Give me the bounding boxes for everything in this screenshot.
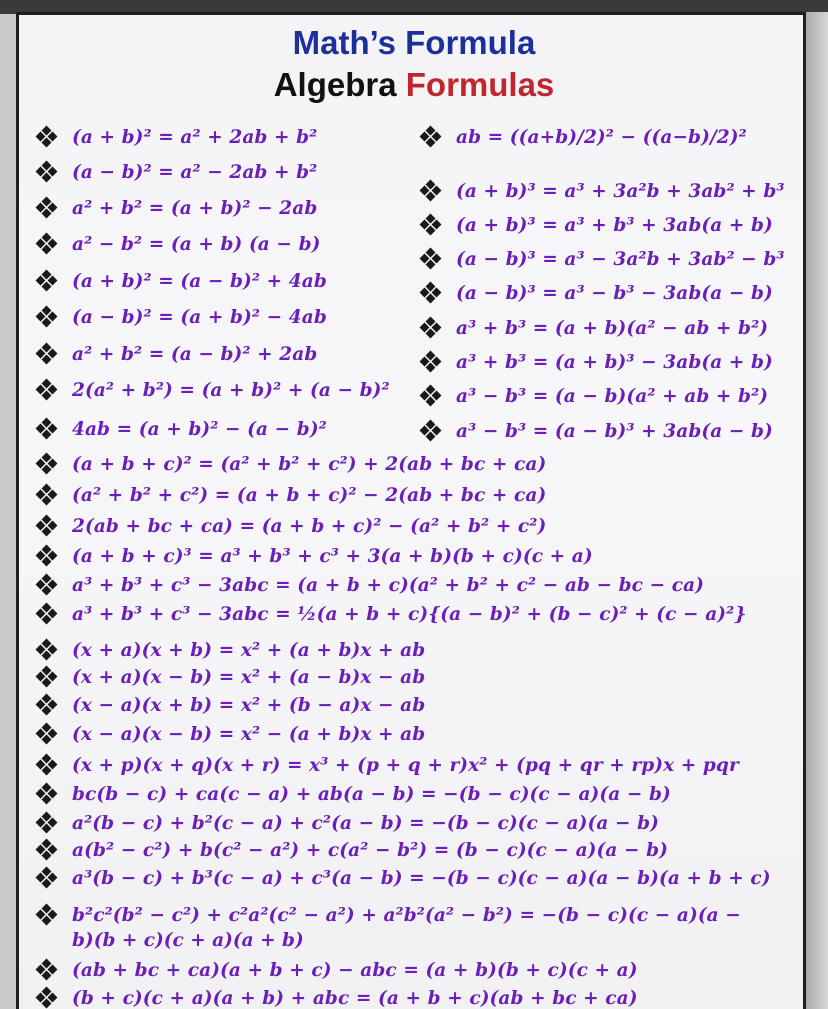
formula-text: (ab + bc + ca)(a + b + c) − abc = (a + b)(b + c)(c + a)	[72, 959, 638, 981]
formula-text: (a² + b² + c²) = (a + b + c)² − 2(ab + bc + ca)	[72, 484, 547, 506]
formula-text: (x + p)(x + q)(x + r) = x³ + (p + q + r)x² + (pq + qr + rp)x + pqr	[72, 754, 739, 776]
formula-row	[420, 313, 768, 343]
formula-text: a³ + b³ = (a + b)(a² − ab + b²)	[456, 317, 769, 339]
formula-row	[420, 416, 773, 446]
formula-row	[36, 339, 317, 369]
diamond-bullet-icon	[36, 343, 58, 365]
formula-row	[36, 750, 739, 780]
formula-row	[420, 244, 785, 274]
diamond-bullet-icon	[36, 694, 58, 716]
diamond-bullet-icon	[36, 306, 58, 328]
diamond-bullet-icon	[36, 233, 58, 255]
diamond-bullet-icon	[36, 812, 58, 834]
formula-text: a³ − b³ = (a − b)³ + 3ab(a − b)	[456, 420, 773, 442]
formula-text: 4ab = (a + b)² − (a − b)²	[72, 418, 327, 440]
diamond-bullet-icon	[420, 351, 442, 373]
diamond-bullet-icon	[36, 959, 58, 981]
formula-row	[420, 347, 773, 377]
formula-text: (a + b)³ = a³ + 3a²b + 3ab² + b³	[456, 180, 785, 202]
formula-row	[36, 511, 546, 541]
formula-text: (x − a)(x − b) = x² − (a + b)x + ab	[72, 723, 426, 745]
formula-text: (a + b + c)³ = a³ + b³ + c³ + 3(a + b)(b + c)(c + a)	[72, 545, 593, 567]
formula-row	[36, 229, 320, 259]
diamond-bullet-icon	[36, 484, 58, 506]
formula-text: (x − a)(x + b) = x² + (b − a)x − ab	[72, 694, 426, 716]
diamond-bullet-icon	[420, 317, 442, 339]
subtitle-formulas: Formulas	[405, 66, 555, 103]
formula-row	[420, 278, 773, 308]
formula-row	[36, 375, 390, 405]
formula-text: (x + a)(x + b) = x² + (a + b)x + ab	[72, 639, 426, 661]
formula-text: (a − b)² = a² − 2ab + b²	[72, 161, 318, 183]
diamond-bullet-icon	[36, 161, 58, 183]
formula-text: (a − b)² = (a + b)² − 4ab	[72, 306, 327, 328]
formula-text: a(b² − c²) + b(c² − a²) + c(a² − b²) = (b − c)(c − a)(a − b)	[72, 839, 669, 861]
formula-text: b²c²(b² − c²) + c²a²(c² − a²) + a²b²(a² − b²) = −(b − c)(c − a)(a −	[72, 904, 741, 926]
formula-text: (a − b)³ = a³ − b³ − 3ab(a − b)	[456, 282, 773, 304]
formula-text: a³ + b³ + c³ − 3abc = ½(a + b + c){(a − b)² + (b − c)² + (c − a)²}	[72, 603, 747, 625]
formula-text: a³ − b³ = (a − b)(a² + ab + b²)	[456, 385, 769, 407]
diamond-bullet-icon	[420, 180, 442, 202]
formula-text: a² − b² = (a + b) (a − b)	[72, 233, 321, 255]
formula-row	[36, 157, 317, 187]
diamond-bullet-icon	[420, 282, 442, 304]
formula-text: a²(b − c) + b²(c − a) + c²(a − b) = −(b − c)(c − a)(a − b)	[72, 812, 660, 834]
page-edge	[806, 12, 828, 1009]
formula-row	[36, 599, 746, 629]
formula-text: ab = ((a+b)/2)² − ((a−b)/2)²	[456, 126, 747, 148]
formula-text: 2(a² + b²) = (a + b)² + (a − b)²	[72, 379, 390, 401]
formula-row	[36, 808, 659, 838]
diamond-bullet-icon	[420, 385, 442, 407]
formula-text: (a − b)³ = a³ − 3a²b + 3ab² − b³	[456, 248, 785, 270]
formula-row	[36, 414, 327, 444]
formula-continuation: b)(b + c)(c + a)(a + b)	[72, 930, 304, 951]
formula-row	[36, 480, 546, 510]
formula-row	[36, 449, 546, 479]
formula-text: (a + b)³ = a³ + b³ + 3ab(a + b)	[456, 214, 773, 236]
diamond-bullet-icon	[36, 839, 58, 861]
diamond-bullet-icon	[420, 126, 442, 148]
diamond-bullet-icon	[36, 754, 58, 776]
diamond-bullet-icon	[420, 214, 442, 236]
diamond-bullet-icon	[420, 248, 442, 270]
formula-text: (b + c)(c + a)(a + b) + abc = (a + b + c)(ab + bc + ca)	[72, 987, 638, 1009]
formula-row	[36, 193, 317, 223]
diamond-bullet-icon	[36, 515, 58, 537]
formula-text: bc(b − c) + ca(c − a) + ab(a − b) = −(b − c)(c − a)(a − b)	[72, 783, 671, 805]
formula-row	[36, 266, 327, 296]
formula-row	[36, 690, 425, 720]
formula-row	[36, 541, 593, 571]
formula-row	[36, 779, 671, 809]
formula-text: (a + b)² = a² + 2ab + b²	[72, 126, 318, 148]
formula-text: a² + b² = (a − b)² + 2ab	[72, 343, 318, 365]
diamond-bullet-icon	[36, 639, 58, 661]
diamond-bullet-icon	[36, 270, 58, 292]
diamond-bullet-icon	[36, 545, 58, 567]
formula-row	[36, 662, 425, 692]
formula-row	[36, 983, 638, 1009]
diamond-bullet-icon	[36, 603, 58, 625]
diamond-bullet-icon	[36, 987, 58, 1009]
formula-row	[420, 122, 747, 152]
formula-row	[36, 635, 425, 665]
formula-row	[36, 900, 741, 930]
page-title: Math’s Formula	[292, 24, 536, 61]
formula-row	[420, 381, 768, 411]
subtitle-algebra: Algebra	[273, 66, 406, 103]
formula-text: a³ + b³ + c³ − 3abc = (a + b + c)(a² + b² + c² − ab − bc − ca)	[72, 574, 705, 596]
formula-row	[36, 122, 317, 152]
diamond-bullet-icon	[36, 574, 58, 596]
formula-row	[36, 302, 327, 332]
page-subtitle	[0, 66, 828, 104]
formula-row	[36, 570, 704, 600]
formula-text: (a + b + c)² = (a² + b² + c²) + 2(ab + bc + ca)	[72, 453, 547, 475]
formula-text: (x + a)(x − b) = x² + (a − b)x − ab	[72, 666, 426, 688]
formula-text: a² + b² = (a + b)² − 2ab	[72, 197, 318, 219]
diamond-bullet-icon	[420, 420, 442, 442]
diamond-bullet-icon	[36, 666, 58, 688]
diamond-bullet-icon	[36, 904, 58, 926]
diamond-bullet-icon	[36, 723, 58, 745]
formula-text: a³(b − c) + b³(c − a) + c³(a − b) = −(b − c)(c − a)(a − b)(a + b + c)	[72, 867, 771, 889]
diamond-bullet-icon	[36, 197, 58, 219]
diamond-bullet-icon	[36, 418, 58, 440]
formula-row	[420, 176, 785, 206]
diamond-bullet-icon	[36, 453, 58, 475]
diamond-bullet-icon	[36, 783, 58, 805]
diamond-bullet-icon	[36, 379, 58, 401]
formula-text: a³ + b³ = (a + b)³ − 3ab(a + b)	[456, 351, 773, 373]
formula-row	[36, 719, 425, 749]
formula-row	[420, 210, 773, 240]
diamond-bullet-icon	[36, 867, 58, 889]
formula-row	[36, 863, 771, 893]
formula-text: (a + b)² = (a − b)² + 4ab	[72, 270, 327, 292]
formula-text: 2(ab + bc + ca) = (a + b + c)² − (a² + b² + c²)	[72, 515, 547, 537]
diamond-bullet-icon	[36, 126, 58, 148]
formula-row	[36, 835, 668, 865]
